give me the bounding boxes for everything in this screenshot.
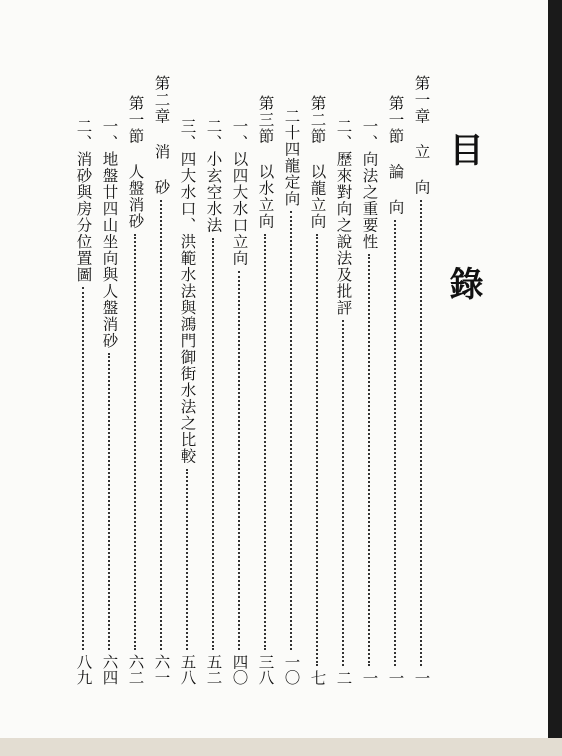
toc-label: 一、向法之重要性 <box>360 118 379 250</box>
toc-label: 二十四龍定向 <box>282 108 301 207</box>
toc-entry-13 <box>101 118 117 685</box>
page-number: 二 <box>334 669 353 685</box>
toc-label: 二、歷來對向之說法及批評 <box>334 118 353 316</box>
page-number: 四〇 <box>230 654 249 685</box>
dot-leader <box>82 287 84 650</box>
toc-label: 一、以四大水口立向 <box>230 118 249 267</box>
page-number: 一 <box>412 669 431 685</box>
toc-label: 第一章 立 向 <box>412 75 431 196</box>
book-spine-shadow <box>548 0 562 738</box>
dot-leader <box>108 353 110 650</box>
page-number: 三八 <box>256 654 275 685</box>
toc-label: 第二節 以龍立向 <box>308 95 327 230</box>
page-number: 六二 <box>126 654 145 685</box>
page-number: 六四 <box>100 654 119 685</box>
scan-bottom-margin <box>0 738 562 756</box>
toc-entry-11 <box>153 75 169 685</box>
dot-leader <box>160 200 162 651</box>
toc-label: 第一節 論 向 <box>386 95 405 216</box>
dot-leader <box>212 238 214 651</box>
page-title: 目 錄 <box>443 132 483 330</box>
page-number: 五二 <box>204 654 223 685</box>
toc-entry-7 <box>257 95 273 685</box>
toc-label: 三、四大水口、洪範水法與鴻門御街水法之比較 <box>178 118 197 465</box>
toc-label: 一、地盤廿四山坐向與人盤消砂 <box>100 118 119 349</box>
dot-leader <box>342 320 344 666</box>
toc-entry-12 <box>127 95 143 685</box>
page-number: 八九 <box>74 654 93 685</box>
dot-leader <box>368 254 370 666</box>
toc-entry-5 <box>309 95 325 685</box>
page-number: 七 <box>308 669 327 685</box>
dot-leader <box>290 211 292 650</box>
dot-leader <box>394 220 396 666</box>
toc-entry-9 <box>205 118 221 685</box>
toc-label: 二、消砂與房分位置圖 <box>74 118 93 283</box>
toc-label: 二、小玄空水法 <box>204 118 223 234</box>
page-number: 一 <box>360 669 379 685</box>
page-number: 六一 <box>152 654 171 685</box>
toc-entry-6 <box>283 108 299 685</box>
dot-leader <box>238 271 240 651</box>
dot-leader <box>134 234 136 651</box>
page-number: 一〇 <box>282 654 301 685</box>
page-number: 一 <box>386 669 405 685</box>
toc-entry-2 <box>387 95 403 685</box>
toc-entry-14 <box>75 118 91 685</box>
toc-entry-3 <box>361 118 377 685</box>
dot-leader <box>264 234 266 651</box>
dot-leader <box>186 469 188 651</box>
page-number: 五八 <box>178 654 197 685</box>
toc-entry-8 <box>231 118 247 685</box>
toc-label: 第一節 人盤消砂 <box>126 95 145 230</box>
toc-label: 第三節 以水立向 <box>256 95 275 230</box>
dot-leader <box>316 234 318 666</box>
toc-entry-4 <box>335 118 351 685</box>
dot-leader <box>420 200 422 666</box>
toc-entry-10 <box>179 118 195 685</box>
toc-label: 第二章 消 砂 <box>152 75 171 196</box>
toc-entry-1 <box>413 75 429 685</box>
